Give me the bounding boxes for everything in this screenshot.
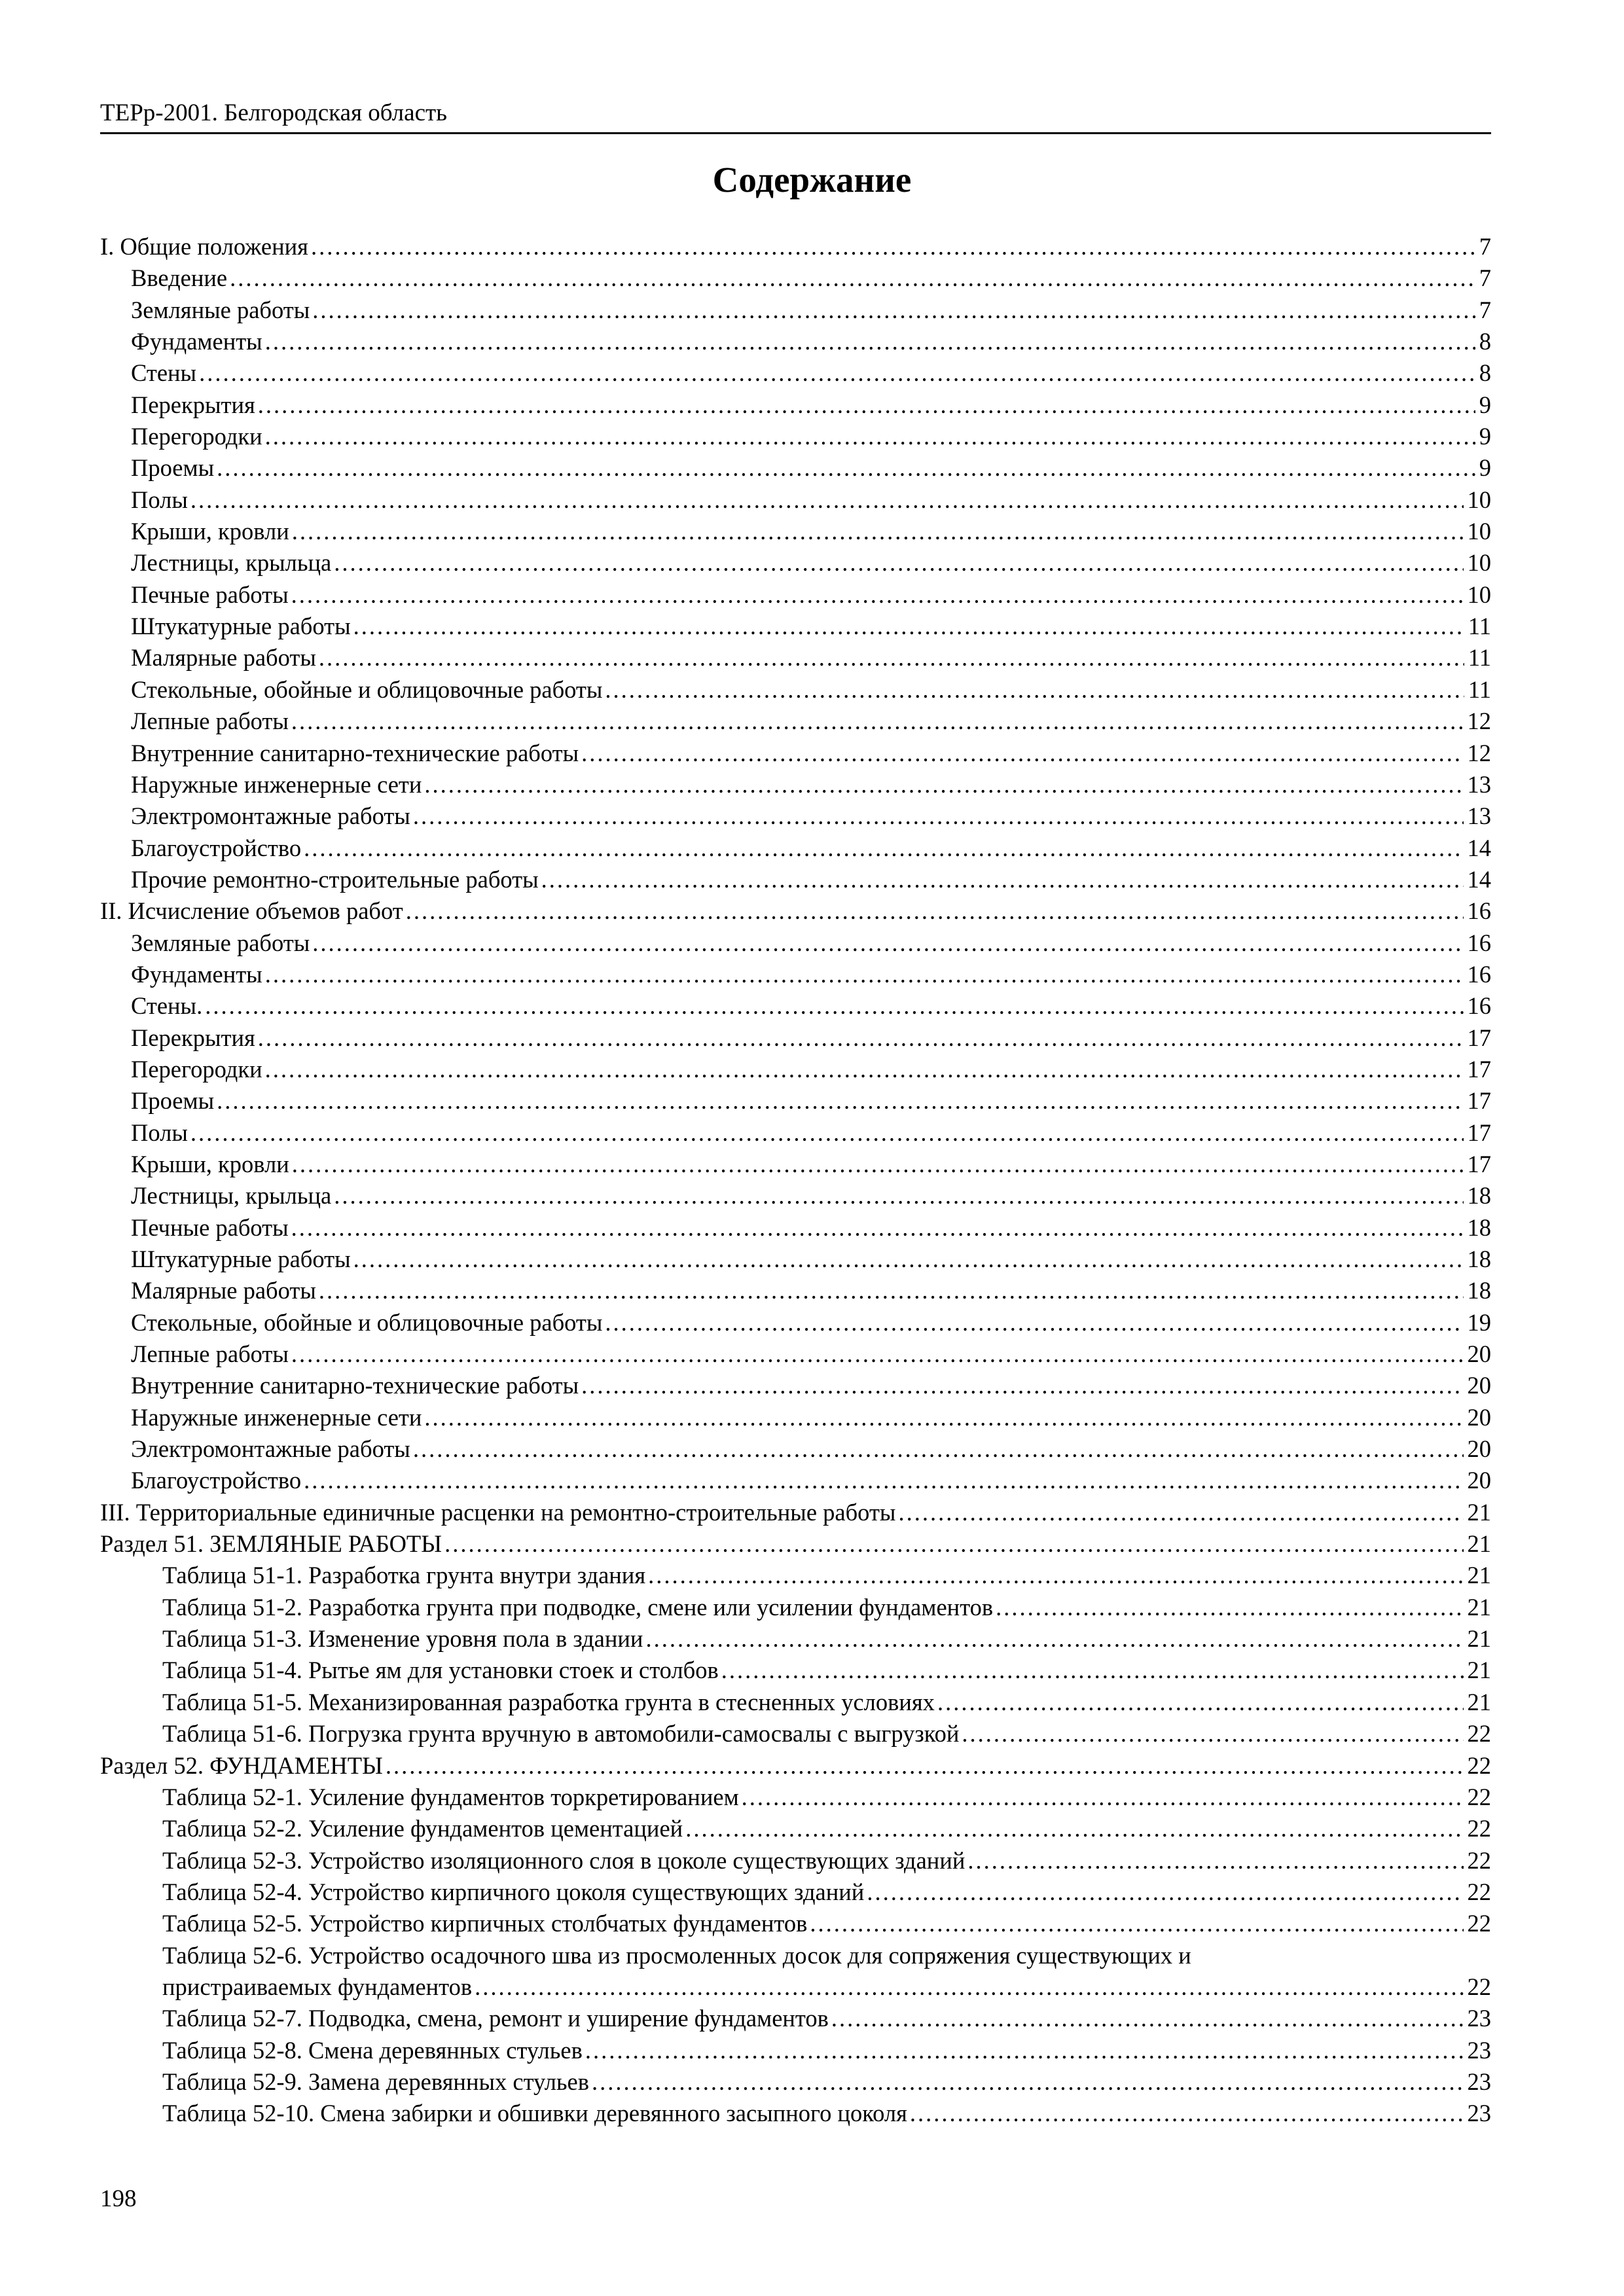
toc-entry-title: Внутренние санитарно-технические работы <box>131 1372 579 1399</box>
toc-entry-page: 22 <box>1467 1910 1491 1937</box>
toc-entry-page: 9 <box>1479 423 1491 450</box>
toc-leader-dots <box>258 1022 1464 1054</box>
toc-entry[interactable] <box>100 1623 1491 1655</box>
toc-entry-title: Раздел 51. ЗЕМЛЯНЫЕ РАБОТЫ <box>100 1530 442 1558</box>
toc-entry-title: Фундаменты <box>131 328 262 355</box>
toc-leader-dots <box>898 1497 1463 1528</box>
toc-leader-dots <box>406 895 1464 927</box>
toc-leader-dots <box>265 326 1475 357</box>
toc-leader-dots <box>867 1876 1463 1908</box>
toc-entry[interactable] <box>100 800 1491 832</box>
toc-entry[interactable] <box>100 2098 1491 2129</box>
toc-entry-title: Малярные работы <box>131 1277 316 1304</box>
toc-entry-title: Штукатурные работы <box>131 613 351 640</box>
toc-entry[interactable] <box>100 1940 1491 1971</box>
page-number: 198 <box>100 2185 137 2212</box>
toc-entry-page: 17 <box>1467 1119 1491 1146</box>
toc-entry-page: 23 <box>1467 2100 1491 2127</box>
toc-leader-dots <box>190 484 1464 516</box>
toc-leader-dots <box>311 231 1475 262</box>
toc-entry-page: 11 <box>1468 613 1491 640</box>
toc-entry[interactable] <box>100 262 1491 294</box>
toc-entry-page: 8 <box>1479 328 1491 355</box>
toc-leader-dots <box>386 1750 1464 1782</box>
toc-entry-page: 17 <box>1467 1055 1491 1083</box>
toc-entry-title: Фундаменты <box>131 960 262 988</box>
toc-leader-dots <box>304 1465 1463 1496</box>
toc-entry-title: Благоустройство <box>131 834 302 861</box>
toc-entry[interactable] <box>100 1149 1491 1180</box>
toc-leader-dots <box>962 1718 1463 1749</box>
toc-entry-title: Лепные работы <box>131 1340 289 1368</box>
toc-leader-dots <box>581 738 1463 769</box>
toc-entry-title: Таблица 52-7. Подводка, смена, ремонт и уширение фундаментов <box>162 2005 829 2032</box>
toc-entry[interactable] <box>100 927 1491 959</box>
toc-entry[interactable] <box>100 2003 1491 2034</box>
toc-entry-title: Таблица 52-9. Замена деревянных стульев <box>162 2068 589 2095</box>
toc-entry[interactable] <box>100 1180 1491 1211</box>
toc-entry[interactable] <box>100 326 1491 357</box>
toc-entry-page: 14 <box>1467 865 1491 893</box>
toc-entry-title: Таблица 51-3. Изменение уровня пола в здании <box>162 1625 643 1653</box>
toc-leader-dots <box>605 1307 1463 1338</box>
toc-entry[interactable] <box>100 389 1491 421</box>
toc-leader-dots <box>258 389 1475 421</box>
toc-entry-title: Крыши, кровли <box>131 518 289 545</box>
toc-entry-page: 9 <box>1479 454 1491 482</box>
toc-leader-dots <box>937 1687 1464 1718</box>
toc-entry-title: Лепные работы <box>131 708 289 735</box>
toc-entry[interactable] <box>100 1117 1491 1149</box>
toc-entry-title: Наружные инженерные сети <box>131 770 422 798</box>
toc-entry-page: 16 <box>1467 960 1491 988</box>
toc-entry[interactable] <box>100 674 1491 706</box>
toc-entry-page: 20 <box>1467 1372 1491 1399</box>
toc-entry-title: II. Исчисление объемов работ <box>100 897 403 925</box>
toc-entry[interactable] <box>100 1402 1491 1433</box>
toc-entry[interactable] <box>100 1750 1491 1782</box>
toc-entry-title: Стены. <box>131 992 203 1020</box>
toc-entry[interactable] <box>100 421 1491 452</box>
toc-entry[interactable] <box>100 959 1491 990</box>
toc-leader-dots <box>291 706 1464 737</box>
toc-entry-page: 22 <box>1467 1878 1491 1905</box>
toc-entry-title: Таблица 51-6. Погрузка грунта вручную в автомобили-самосвалы с выгрузкой <box>162 1720 960 1748</box>
toc-entry-title: Перекрытия <box>131 391 255 418</box>
toc-entry-page: 21 <box>1467 1657 1491 1684</box>
toc-entry-page: 12 <box>1467 708 1491 735</box>
toc-entry-page: 7 <box>1479 296 1491 323</box>
toc-entry-page: 23 <box>1467 2036 1491 2064</box>
toc-entry-page: 20 <box>1467 1435 1491 1463</box>
toc-entry-title: Перекрытия <box>131 1024 255 1051</box>
toc-entry[interactable] <box>100 1054 1491 1085</box>
toc-entry[interactable] <box>100 1718 1491 1749</box>
toc-leader-dots <box>585 2035 1464 2066</box>
toc-leader-dots <box>217 1085 1463 1117</box>
toc-leader-dots <box>810 1908 1463 1939</box>
toc-leader-dots <box>291 1338 1464 1370</box>
toc-entry-page: 14 <box>1467 834 1491 861</box>
toc-entry[interactable] <box>100 1782 1491 1813</box>
toc-entry-page: 7 <box>1479 264 1491 292</box>
toc-leader-dots <box>424 769 1463 800</box>
toc-entry-page: 21 <box>1467 1530 1491 1558</box>
toc-entry-page: 10 <box>1467 581 1491 608</box>
toc-entry[interactable] <box>100 990 1491 1022</box>
toc-entry-title: Таблица 51-5. Механизированная разработка грунта в стесненных условиях <box>162 1688 935 1715</box>
toc-entry-page: 18 <box>1467 1182 1491 1210</box>
toc-entry[interactable] <box>100 579 1491 611</box>
toc-entry-title: Таблица 52-2. Усиление фундаментов цементацией <box>162 1815 683 1842</box>
toc-entry-page: 7 <box>1479 233 1491 260</box>
toc-entry-page: 20 <box>1467 1340 1491 1368</box>
toc-entry-page: 21 <box>1467 1562 1491 1589</box>
toc-entry[interactable] <box>100 1465 1491 1496</box>
toc-entry[interactable] <box>100 1845 1491 1876</box>
toc-leader-dots <box>581 1370 1463 1401</box>
toc-leader-dots <box>742 1782 1464 1813</box>
toc-entry[interactable] <box>100 1433 1491 1465</box>
toc-entry[interactable] <box>100 1307 1491 1338</box>
toc-entry[interactable] <box>100 1908 1491 1939</box>
toc-leader-dots <box>265 1054 1464 1085</box>
toc-entry[interactable] <box>100 2035 1491 2066</box>
toc-entry-page: 9 <box>1479 391 1491 418</box>
toc-entry-page: 18 <box>1467 1246 1491 1272</box>
toc-entry-title: Крыши, кровли <box>131 1150 289 1177</box>
toc-entry-page: 18 <box>1467 1277 1491 1304</box>
toc-entry[interactable] <box>100 1022 1491 1054</box>
toc-entry-title: Прочие ремонтно-строительные работы <box>131 865 539 893</box>
toc-leader-dots <box>831 2003 1464 2034</box>
toc-leader-dots <box>312 295 1475 326</box>
toc-entry[interactable] <box>100 1338 1491 1370</box>
toc-leader-dots <box>413 800 1464 832</box>
toc-entry-title: Лестницы, крыльца <box>131 549 332 577</box>
toc-leader-dots <box>996 1592 1463 1623</box>
toc-leader-dots <box>304 833 1463 864</box>
toc-entry[interactable] <box>100 1212 1491 1244</box>
toc-entry[interactable] <box>100 2066 1491 2098</box>
toc-entry[interactable] <box>100 1876 1491 1908</box>
toc-leader-dots <box>605 674 1464 706</box>
toc-entry[interactable] <box>100 1655 1491 1686</box>
toc-entry[interactable] <box>100 611 1491 642</box>
toc-entry-title: Наружные инженерные сети <box>131 1403 422 1431</box>
toc-leader-dots <box>199 357 1475 389</box>
toc-entry-page: 22 <box>1467 1720 1491 1748</box>
toc-entry-title: Раздел 52. ФУНДАМЕНТЫ <box>100 1751 383 1779</box>
toc-entry[interactable] <box>100 642 1491 673</box>
toc-leader-dots <box>312 927 1463 959</box>
toc-entry-title: Проемы <box>131 454 215 482</box>
toc-entry[interactable] <box>100 1085 1491 1117</box>
toc-leader-dots <box>353 611 1464 642</box>
toc-leader-dots <box>334 547 1463 579</box>
toc-entry-page: 21 <box>1467 1593 1491 1621</box>
toc-entry[interactable] <box>100 1497 1491 1528</box>
toc-entry-page: 20 <box>1467 1467 1491 1494</box>
toc-entry[interactable] <box>100 1244 1491 1275</box>
toc-leader-dots <box>475 1971 1463 2003</box>
toc-leader-dots <box>645 1623 1463 1655</box>
toc-entry-title: Таблица 51-2. Разработка грунта при подводке, смене или усилении фундаментов <box>162 1593 994 1621</box>
toc-entry-page: 11 <box>1468 644 1491 672</box>
toc-entry-page: 11 <box>1468 675 1491 703</box>
toc-entry-title: Таблица 52-10. Смена забирки и обшивки деревянного засыпного цоколя <box>162 2100 907 2127</box>
toc-entry-page: 10 <box>1467 549 1491 577</box>
toc-entry-title: Печные работы <box>131 1213 289 1241</box>
toc-entry-page: 10 <box>1467 518 1491 545</box>
toc-entry-title: Печные работы <box>131 581 289 608</box>
toc-leader-dots <box>685 1813 1463 1844</box>
toc-entry[interactable] <box>100 547 1491 579</box>
toc-entry-title: Введение <box>131 264 228 292</box>
toc-entry-page: 13 <box>1467 770 1491 798</box>
toc-entry-page: 21 <box>1467 1625 1491 1653</box>
toc-leader-dots <box>217 452 1475 484</box>
toc-entry-title: Таблица 52-5. Устройство кирпичных столбчатых фундаментов <box>162 1910 808 1937</box>
toc-entry-title: Таблица 52-4. Устройство кирпичного цоколя существующих зданий <box>162 1878 865 1905</box>
toc-entry[interactable] <box>100 738 1491 769</box>
table-of-contents <box>100 231 1491 2130</box>
toc-entry-page: 10 <box>1467 486 1491 513</box>
toc-entry-title: Проемы <box>131 1087 215 1115</box>
toc-entry-title: Таблица 52-6. Устройство осадочного шва из просмоленных досок для сопряжения существующих и <box>162 1941 1191 1969</box>
toc-entry-title: Таблица 51-1. Разработка грунта внутри здания <box>162 1562 646 1589</box>
toc-entry-page: 19 <box>1467 1308 1491 1336</box>
toc-entry-title: Перегородки <box>131 1055 262 1083</box>
toc-entry-title: Земляные работы <box>131 929 310 956</box>
toc-entry[interactable] <box>100 1370 1491 1401</box>
toc-entry[interactable] <box>100 295 1491 326</box>
toc-entry-page: 23 <box>1467 2068 1491 2095</box>
running-header: ТЕРр-2001. Белгородская область <box>100 97 1491 134</box>
toc-leader-dots <box>910 2098 1464 2129</box>
toc-entry[interactable] <box>100 1971 1491 2003</box>
toc-entry[interactable] <box>100 357 1491 389</box>
toc-entry[interactable] <box>100 769 1491 800</box>
toc-entry[interactable] <box>100 706 1491 737</box>
toc-entry-page: 18 <box>1467 1213 1491 1241</box>
toc-leader-dots <box>190 1117 1464 1149</box>
toc-entry-page: 21 <box>1467 1498 1491 1526</box>
toc-entry-title: Лестницы, крыльца <box>131 1182 332 1210</box>
toc-leader-dots <box>230 262 1475 294</box>
toc-entry-page: 20 <box>1467 1403 1491 1431</box>
toc-leader-dots <box>265 959 1464 990</box>
toc-leader-dots <box>592 2066 1464 2098</box>
toc-entry-page: 12 <box>1467 739 1491 766</box>
toc-entry-page: 16 <box>1467 992 1491 1020</box>
toc-leader-dots <box>424 1402 1463 1433</box>
toc-entry-page: 17 <box>1467 1150 1491 1177</box>
toc-entry-title: Малярные работы <box>131 644 316 672</box>
toc-entry-page: 21 <box>1467 1688 1491 1715</box>
toc-leader-dots <box>353 1244 1464 1275</box>
toc-entry[interactable] <box>100 516 1491 547</box>
toc-entry-title: Полы <box>131 1119 188 1146</box>
toc-entry-title: Земляные работы <box>131 296 310 323</box>
toc-leader-dots <box>967 1845 1463 1876</box>
toc-entry-page: 22 <box>1467 1815 1491 1842</box>
toc-entry-title: Внутренние санитарно-технические работы <box>131 739 579 766</box>
toc-entry[interactable] <box>100 231 1491 262</box>
toc-entry[interactable] <box>100 1275 1491 1306</box>
toc-entry-page: 16 <box>1467 897 1491 925</box>
toc-entry-page: 22 <box>1467 1783 1491 1810</box>
toc-leader-dots <box>319 642 1464 673</box>
toc-entry-title: III. Территориальные единичные расценки на ремонтно-строительные работы <box>100 1498 896 1526</box>
toc-entry-title: Стекольные, обойные и облицовочные работы <box>131 1308 603 1336</box>
toc-entry-title: Электромонтажные работы <box>131 1435 410 1463</box>
toc-leader-dots <box>444 1528 1463 1560</box>
toc-leader-dots <box>291 579 1464 611</box>
toc-entry[interactable] <box>100 895 1491 927</box>
toc-entry[interactable] <box>100 1813 1491 1844</box>
toc-entry[interactable] <box>100 833 1491 864</box>
toc-leader-dots <box>319 1275 1464 1306</box>
toc-entry-title: пристраиваемых фундаментов <box>162 1973 473 2000</box>
toc-entry-page: 17 <box>1467 1024 1491 1051</box>
toc-leader-dots <box>292 516 1464 547</box>
toc-entry-title: Штукатурные работы <box>131 1246 351 1272</box>
toc-entry[interactable] <box>100 1592 1491 1623</box>
toc-entry-title: Стены <box>131 359 197 387</box>
toc-entry-title: Полы <box>131 486 188 513</box>
toc-entry[interactable] <box>100 484 1491 516</box>
toc-entry-page: 17 <box>1467 1087 1491 1115</box>
toc-entry[interactable] <box>100 1560 1491 1591</box>
toc-entry-page: 22 <box>1467 1973 1491 2000</box>
toc-leader-dots <box>541 864 1464 895</box>
toc-leader-dots <box>292 1149 1464 1180</box>
toc-leader-dots <box>334 1180 1463 1211</box>
toc-entry-page: 16 <box>1467 929 1491 956</box>
toc-entry[interactable] <box>100 864 1491 895</box>
toc-entry[interactable] <box>100 452 1491 484</box>
toc-leader-dots <box>648 1560 1463 1591</box>
toc-leader-dots <box>291 1212 1464 1244</box>
toc-leader-dots <box>721 1655 1464 1686</box>
toc-entry-page: 22 <box>1467 1751 1491 1779</box>
toc-entry-title: Электромонтажные работы <box>131 802 410 830</box>
toc-entry-title: Таблица 52-1. Усиление фундаментов торкретированием <box>162 1783 739 1810</box>
toc-entry-title: I. Общие положения <box>100 233 308 260</box>
toc-entry-page: 8 <box>1479 359 1491 387</box>
toc-entry-title: Таблица 52-3. Устройство изоляционного слоя в цоколе существующих зданий <box>162 1846 965 1874</box>
toc-entry-page: 22 <box>1467 1846 1491 1874</box>
toc-entry[interactable] <box>100 1687 1491 1718</box>
toc-leader-dots <box>413 1433 1464 1465</box>
toc-entry-page: 23 <box>1467 2005 1491 2032</box>
page-title: Содержание <box>712 160 912 200</box>
toc-entry-title: Благоустройство <box>131 1467 302 1494</box>
toc-entry-title: Таблица 51-4. Рытье ям для установки стоек и столбов <box>162 1657 719 1684</box>
toc-entry[interactable] <box>100 1528 1491 1560</box>
toc-leader-dots <box>265 421 1475 452</box>
toc-entry-title: Перегородки <box>131 423 262 450</box>
toc-entry-title: Стекольные, обойные и облицовочные работы <box>131 675 603 703</box>
toc-leader-dots <box>205 990 1463 1022</box>
toc-entry-title: Таблица 52-8. Смена деревянных стульев <box>162 2036 583 2064</box>
toc-entry-page: 13 <box>1467 802 1491 830</box>
